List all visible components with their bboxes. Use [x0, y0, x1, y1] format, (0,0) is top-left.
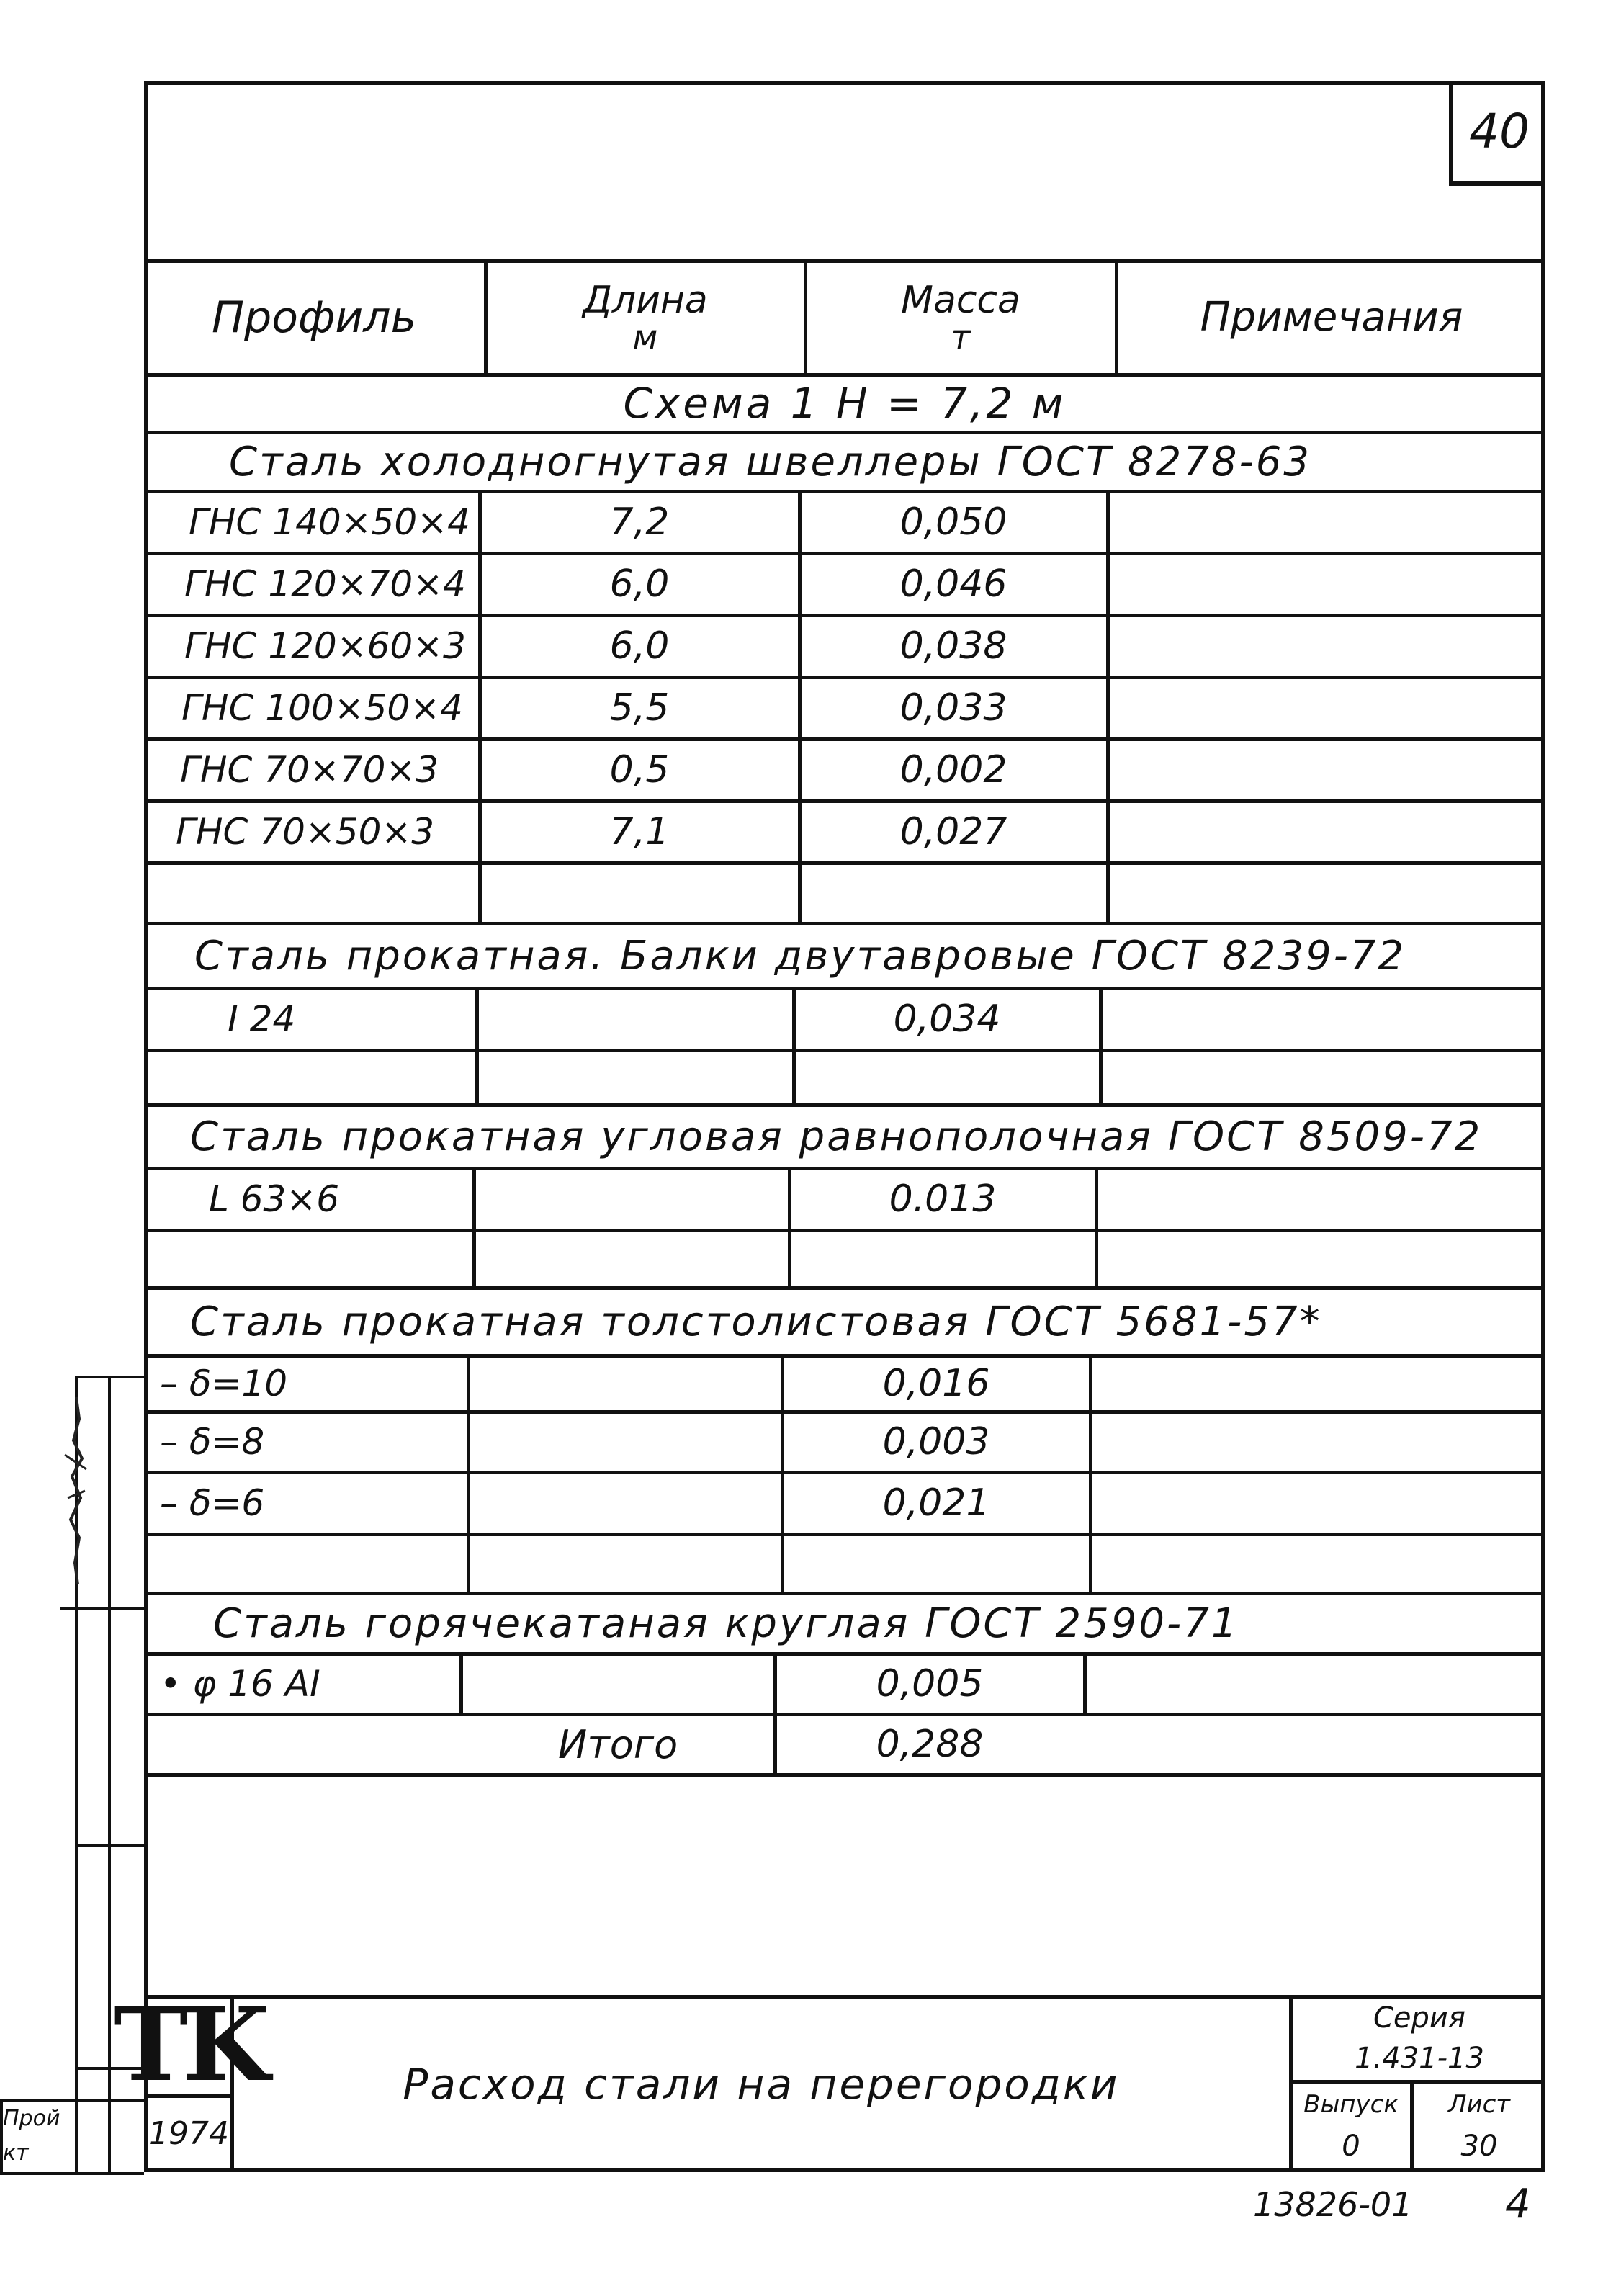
row-mass: 0,002	[899, 748, 1007, 792]
row-mass: 0,027	[899, 810, 1007, 853]
sheet-value: 30	[1460, 2130, 1498, 2163]
col-line	[1095, 1167, 1098, 1286]
row-length: 6,0	[609, 624, 670, 668]
margin-line	[75, 1376, 144, 1378]
margin-signature	[55, 1390, 98, 1592]
col-line	[1089, 1354, 1092, 1592]
section-title: Сталь горячекатаная круглая ГОСТ 2590-71	[213, 1600, 1239, 1647]
year: 1974	[148, 2115, 229, 2152]
page-number: 40	[1449, 81, 1545, 186]
header-length: Длина м	[583, 278, 708, 357]
col-line	[467, 1354, 470, 1592]
col-line	[459, 1652, 463, 1713]
row-mass: 0,003	[882, 1420, 990, 1463]
row-mass: 0,038	[899, 624, 1007, 668]
row-length: 0,5	[609, 748, 670, 792]
row-mass: 0,021	[882, 1481, 990, 1525]
row-profile: – δ=10	[160, 1363, 288, 1404]
tb-line	[1289, 1995, 1293, 2172]
rule	[144, 1049, 1545, 1052]
col-line	[472, 1167, 476, 1286]
row-profile: L 63×6	[209, 1178, 340, 1220]
tk-logo: TK	[113, 1986, 264, 2104]
drawing-title: Расход стали на перегородки	[403, 2060, 1120, 2109]
rule	[144, 1533, 1545, 1536]
col-line	[1083, 1652, 1087, 1713]
row-mass: 0,046	[899, 562, 1007, 606]
margin-line	[75, 1844, 144, 1847]
row-profile: – δ=6	[160, 1482, 265, 1524]
total-mass: 0,288	[876, 1723, 984, 1766]
row-profile: – δ=8	[160, 1421, 265, 1463]
issue-value: 0	[1342, 2130, 1360, 2163]
row-mass: 0,050	[899, 501, 1007, 544]
margin-line	[108, 1376, 111, 2172]
row-length: 6,0	[609, 562, 670, 606]
section-title: Сталь прокатная толстолистовая ГОСТ 5681-57*	[190, 1298, 1322, 1345]
header-profile: Профиль	[212, 292, 416, 343]
col-line	[1106, 490, 1110, 922]
row-profile: I 24	[228, 998, 296, 1040]
header-notes: Примечания	[1200, 293, 1463, 341]
issue-label: Выпуск	[1303, 2090, 1399, 2119]
row-profile: ГНС 140×50×4	[189, 501, 470, 543]
total-label: Итого	[557, 1721, 678, 1767]
row-mass: 0,033	[899, 686, 1007, 730]
row-length: 7,2	[609, 501, 670, 544]
col-line	[475, 987, 479, 1103]
margin-label: кт	[3, 2140, 29, 2166]
archive-mark: 4	[1505, 2180, 1531, 2228]
col-line	[1099, 987, 1103, 1103]
rule	[144, 861, 1545, 865]
row-profile: ГНС 100×50×4	[181, 687, 463, 729]
row-length: 5,5	[609, 686, 670, 730]
row-profile: • φ 16 AI	[160, 1663, 320, 1705]
row-mass: 0.013	[889, 1178, 997, 1221]
margin-label: Прой	[3, 2105, 60, 2131]
section-title: Сталь прокатная угловая равнополочная ГОСТ 8509-72	[190, 1113, 1483, 1160]
row-profile: ГНС 120×70×4	[184, 563, 466, 605]
tb-line	[1410, 2080, 1414, 2172]
row-mass: 0,005	[876, 1662, 984, 1705]
archive-code: 13826-01	[1253, 2185, 1413, 2224]
section-title: Сталь прокатная. Балки двутавровые ГОСТ 8239-72	[194, 932, 1406, 979]
series-value: 1.431-13	[1355, 2042, 1484, 2075]
margin-line	[60, 1607, 144, 1610]
margin-line	[75, 2067, 144, 2070]
row-profile: ГНС 70×50×3	[176, 811, 435, 853]
header-mass: Масса т	[901, 278, 1020, 357]
row-profile: ГНС 70×70×3	[180, 749, 439, 791]
row-mass: 0,034	[893, 997, 1001, 1041]
margin-line	[0, 2172, 144, 2175]
section-title: Сталь холодногнутая швеллеры ГОСТ 8278-63	[229, 438, 1311, 485]
rule	[144, 1773, 1545, 1777]
tb-line	[1289, 2080, 1545, 2084]
row-length: 7,1	[609, 810, 670, 853]
row-profile: ГНС 120×60×3	[184, 625, 466, 667]
sheet-label: Лист	[1447, 2090, 1511, 2119]
scheme-title: Схема 1 H = 7,2 м	[623, 379, 1067, 428]
rule	[144, 1229, 1545, 1232]
row-mass: 0,016	[882, 1362, 990, 1405]
series-label: Серия	[1373, 2001, 1465, 2035]
